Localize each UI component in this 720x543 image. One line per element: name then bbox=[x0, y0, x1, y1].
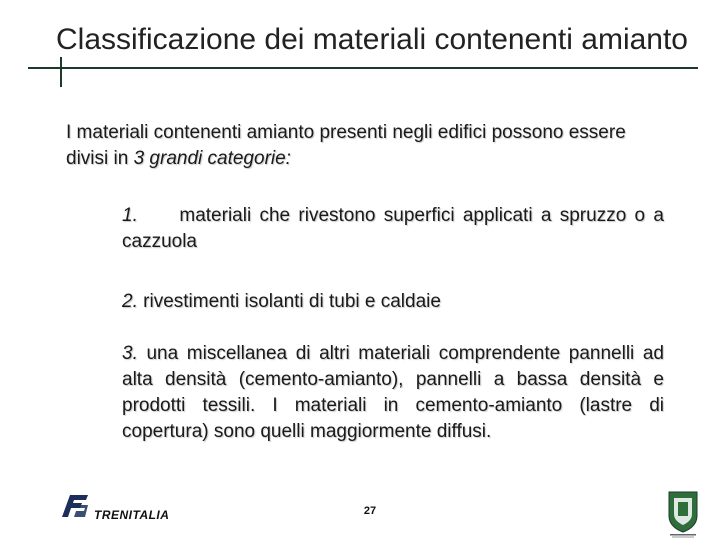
logo-wordmark: TRENITALIA bbox=[94, 508, 170, 522]
intro-emphasis: 3 grandi categorie: bbox=[133, 148, 291, 169]
page-number: 27 bbox=[363, 505, 377, 517]
item-text: rivestimenti isolanti di tubi e caldaie bbox=[143, 291, 441, 312]
intro-text: I materiali contenenti amianto presenti negli edifici possono essere divisi in bbox=[66, 122, 626, 169]
list-item bbox=[122, 203, 664, 255]
slide-title: Classificazione dei materiali contenenti amianto bbox=[56, 23, 688, 56]
title-accent-line bbox=[60, 57, 62, 87]
trenitalia-logo bbox=[60, 490, 169, 526]
item-number: 1. bbox=[122, 205, 138, 226]
fs-logo-icon bbox=[60, 491, 90, 526]
intro-paragraph bbox=[66, 120, 626, 172]
item-number: 2. bbox=[122, 291, 138, 312]
item-number: 3. bbox=[122, 343, 138, 364]
crest-icon bbox=[666, 490, 700, 538]
list-item bbox=[122, 341, 664, 445]
item-text: materiali che rivestono superfici applicati a spruzzo o a cazzuola bbox=[122, 205, 664, 252]
list-item bbox=[122, 289, 664, 315]
title-underline bbox=[28, 67, 698, 69]
item-text: una miscellanea di altri materiali comprendente pannelli ad alta densità (cemento-amianto), pannelli a bassa densità e prodotti tessili. I materiali in cemento-amianto (lastre di copertura) sono quelli maggiormente diffusi. bbox=[122, 343, 665, 442]
